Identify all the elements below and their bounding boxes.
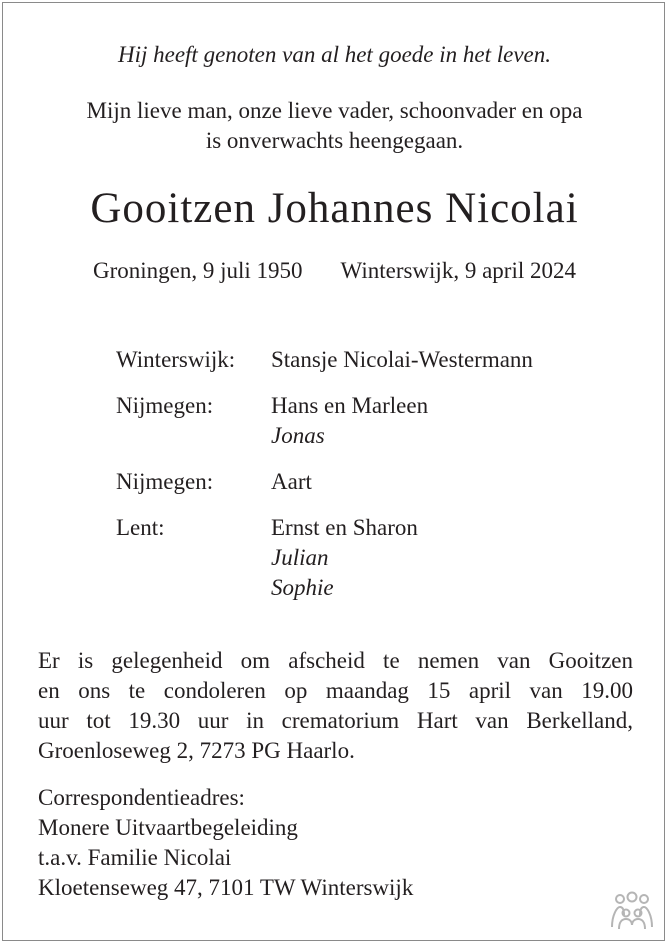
people-group-icon: [609, 891, 655, 931]
family-members: [271, 467, 533, 497]
address-line: Correspondentieadres:: [38, 785, 245, 810]
grandchild: Sophie: [271, 575, 334, 600]
address-line: Monere Uitvaartbegeleiding: [38, 815, 298, 840]
birth-date: Groningen, 9 juli 1950: [93, 258, 303, 283]
family-entry: [116, 391, 533, 451]
address-line: Kloetenseweg 47, 7101 TW Winterswijk: [38, 875, 414, 900]
family-entry: [116, 345, 533, 375]
family-entry: [116, 467, 533, 497]
family-list: [116, 345, 533, 619]
intro-line: is onverwachts heengegaan.: [205, 128, 464, 153]
motto: Hij heeft genoten van al het goede in het leven.: [117, 42, 551, 67]
address-line: t.a.v. Familie Nicolai: [38, 845, 232, 870]
life-dates: [0, 256, 669, 286]
death-date: Winterswijk, 9 april 2024: [340, 258, 576, 283]
deceased-name: Gooitzen Johannes Nicolai: [90, 185, 579, 232]
ceremony-line: Groenloseweg 2, 7273 PG Haarlo.: [38, 738, 355, 763]
family-member: Stansje Nicolai-Westermann: [271, 347, 533, 372]
ceremony-text: [38, 646, 633, 766]
family-member: Hans en Marleen: [271, 393, 429, 418]
grandchild: Julian: [271, 545, 329, 570]
family-place: Winterswijk:: [116, 347, 236, 372]
correspondence-address: [38, 783, 413, 903]
family-place: Nijmegen:: [116, 469, 214, 494]
family-members: [271, 391, 533, 451]
ceremony-line: Er is gelegenheid om afscheid te nemen van Gooitzen: [38, 648, 633, 673]
family-member: Ernst en Sharon: [271, 515, 418, 540]
intro-line: Mijn lieve man, onze lieve vader, schoonvader en opa: [86, 98, 583, 123]
family-entry: [116, 513, 533, 603]
family-members: [271, 345, 533, 375]
family-member: Aart: [271, 469, 312, 494]
intro-text: [0, 96, 669, 156]
ceremony-line: uur tot 19.30 uur in crematorium Hart van Berkelland,: [38, 708, 633, 733]
ceremony-line: en ons te condoleren op maandag 15 april van 19.00: [38, 678, 633, 703]
family-members: [271, 513, 533, 603]
family-place: Nijmegen:: [116, 393, 214, 418]
family-place: Lent:: [116, 515, 165, 540]
grandchild: Jonas: [271, 423, 325, 448]
